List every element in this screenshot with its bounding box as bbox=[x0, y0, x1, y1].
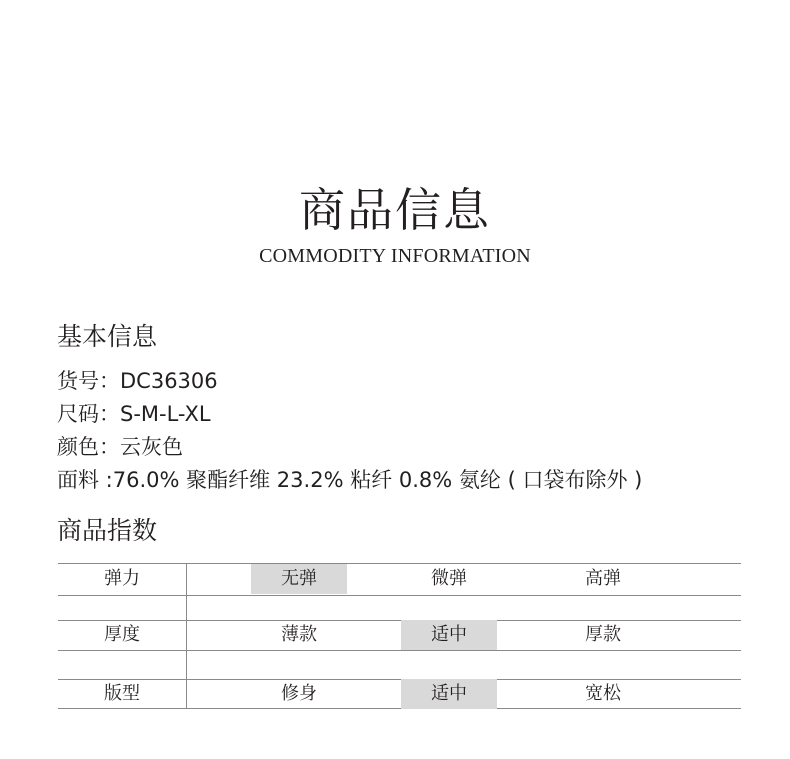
table-rule bbox=[58, 650, 741, 651]
fit-option: 修身 bbox=[281, 683, 317, 704]
item-number: 货号：DC36306 bbox=[57, 369, 218, 393]
page-subtitle: COMMODITY INFORMATION bbox=[259, 245, 531, 267]
thickness-option: 适中 bbox=[401, 620, 497, 650]
table-column-divider bbox=[186, 563, 187, 708]
basic-info-heading: 基本信息 bbox=[57, 322, 158, 351]
elasticity-option: 高弹 bbox=[585, 568, 621, 589]
fabric-composition: 面料 :76.0% 聚酯纤维 23.2% 粘纤 0.8% 氨纶 ( 口袋布除外 ) bbox=[57, 468, 643, 492]
thickness-option: 薄款 bbox=[281, 624, 317, 645]
elasticity-label: 弹力 bbox=[104, 568, 140, 589]
elasticity-option: 无弹 bbox=[251, 564, 347, 594]
thickness-label: 厚度 bbox=[104, 624, 140, 645]
page-title: 商品信息 bbox=[299, 183, 491, 237]
product-index-heading: 商品指数 bbox=[57, 516, 158, 545]
color-value: 颜色：云灰色 bbox=[57, 435, 183, 459]
elasticity-option: 微弹 bbox=[431, 568, 467, 589]
fit-label: 版型 bbox=[104, 683, 140, 704]
size-range: 尺码：S-M-L-XL bbox=[57, 402, 211, 426]
fit-option: 适中 bbox=[401, 679, 497, 709]
table-rule bbox=[58, 595, 741, 596]
thickness-option: 厚款 bbox=[585, 624, 621, 645]
product-index-table bbox=[58, 563, 741, 709]
fit-option: 宽松 bbox=[585, 683, 621, 704]
